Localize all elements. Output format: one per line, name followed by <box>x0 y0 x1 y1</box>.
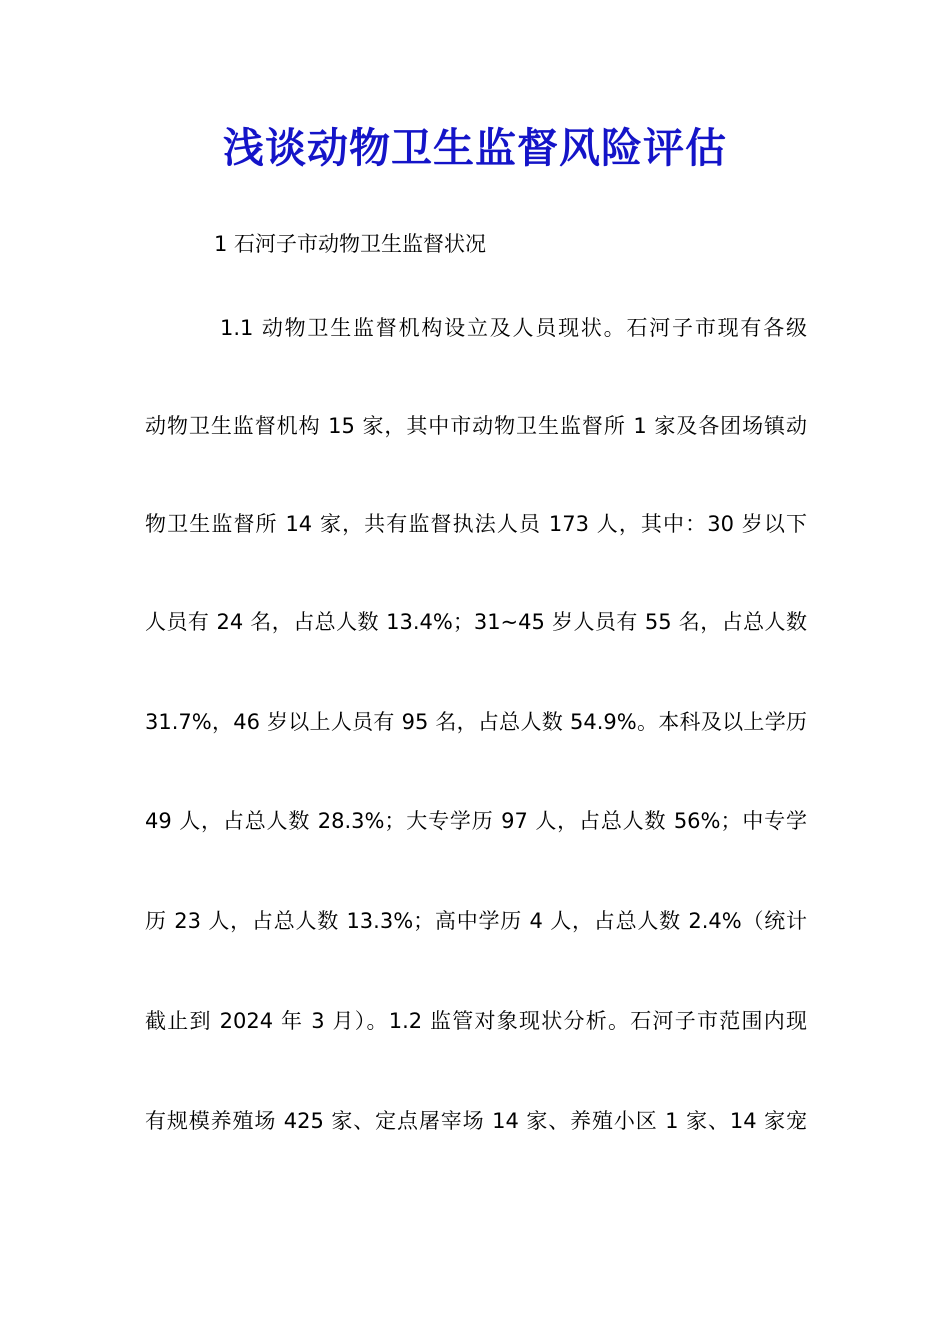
paragraph-line: 物卫生监督所 14 家，共有监督执法人员 173 人，其中：30 岁以下 <box>145 512 807 536</box>
paragraph-line: 1.1 动物卫生监督机构设立及人员现状。石河子市现有各级 <box>220 316 807 340</box>
section-heading: 1 石河子市动物卫生监督状况 <box>214 232 487 256</box>
paragraph-line: 历 23 人，占总人数 13.3%；高中学历 4 人，占总人数 2.4%（统计 <box>145 909 807 933</box>
paragraph-line: 31.7%，46 岁以上人员有 95 名，占总人数 54.9%。本科及以上学历 <box>145 710 807 734</box>
paragraph-line: 动物卫生监督机构 15 家，其中市动物卫生监督所 1 家及各团场镇动 <box>145 414 807 438</box>
paragraph-line: 人员有 24 名，占总人数 13.4%；31~45 岁人员有 55 名，占总人数 <box>145 610 807 634</box>
paragraph-line: 截止到 2024 年 3 月）。1.2 监管对象现状分析。石河子市范围内现 <box>145 1009 807 1033</box>
document-title: 浅谈动物卫生监督风险评估 <box>223 124 727 172</box>
paragraph-line: 有规模养殖场 425 家、定点屠宰场 14 家、养殖小区 1 家、14 家宠 <box>145 1109 807 1133</box>
paragraph-line: 49 人，占总人数 28.3%；大专学历 97 人，占总人数 56%；中专学 <box>145 809 807 833</box>
